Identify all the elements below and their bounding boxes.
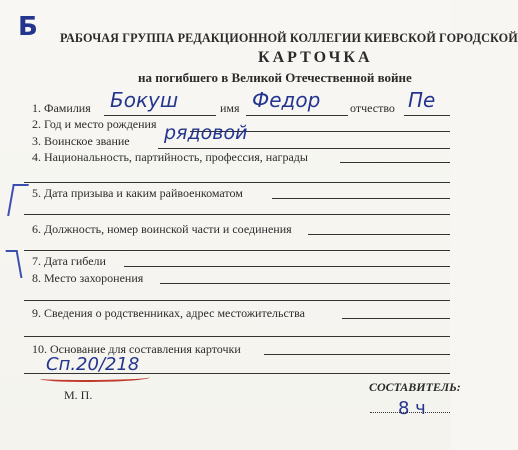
relatives-line — [342, 318, 450, 319]
surname-value: Бокуш — [110, 88, 179, 112]
name-line — [246, 115, 348, 116]
position-line — [308, 234, 450, 235]
rank-value: рядовой — [164, 122, 248, 144]
date-value: 8 ч — [398, 398, 426, 419]
nationality-line — [340, 162, 450, 163]
relatives-line-2 — [24, 336, 450, 337]
handwritten-letter: Б — [18, 12, 38, 42]
nationality-label: 4. Национальность, партийность, профессия, награды — [32, 150, 308, 164]
rank-label: 3. Воинское звание — [32, 134, 130, 148]
conscription-line — [272, 198, 450, 199]
basis-line — [264, 354, 450, 355]
position-label: 6. Должность, номер воинской части и соединения — [32, 222, 292, 236]
rank-line — [158, 148, 450, 149]
surname-line — [104, 115, 216, 116]
burial-line-2 — [24, 300, 450, 301]
relatives-label: 9. Сведения о родственниках, адрес местожительства — [32, 306, 305, 320]
conscription-label: 5. Дата призыва и каким райвоенкоматом — [32, 186, 243, 200]
nationality-line-2 — [24, 182, 450, 183]
patronymic-line — [404, 115, 450, 116]
death-date-label: 7. Дата гибели — [32, 254, 106, 268]
date-quotes — [370, 412, 450, 413]
conscription-line-2 — [24, 214, 450, 215]
red-underline — [40, 374, 150, 382]
patronymic-label: отчество — [350, 101, 395, 115]
birth-label: 2. Год и место рождения — [32, 117, 157, 131]
surname-label: 1. Фамилия — [32, 101, 91, 115]
basis-label: 10. Основание для составления карточки — [32, 342, 241, 356]
burial-line — [160, 283, 450, 284]
basis-value: Сп.20/218 — [46, 354, 140, 375]
compiler-label: СОСТАВИТЕЛЬ: — [369, 380, 461, 394]
mp-label: М. П. — [64, 388, 93, 402]
burial-label: 8. Место захоронения — [32, 271, 144, 285]
patronymic-value: Пе — [408, 88, 436, 112]
margin-mark — [7, 184, 29, 216]
organization-header: РАБОЧАЯ ГРУППА РЕДАКЦИОННОЙ КОЛЛЕГИИ КИЕВСКОЙ ГОРОДСКОЙ — [60, 31, 518, 45]
card-title: КАРТОЧКА — [258, 49, 373, 66]
name-value: Федор — [252, 88, 321, 112]
card-subtitle: на погибшего в Великой Отечественной войне — [138, 70, 412, 85]
death-date-line — [124, 266, 450, 267]
name-label: имя — [220, 101, 240, 115]
margin-mark-2 — [6, 250, 23, 278]
position-line-2 — [24, 250, 450, 251]
